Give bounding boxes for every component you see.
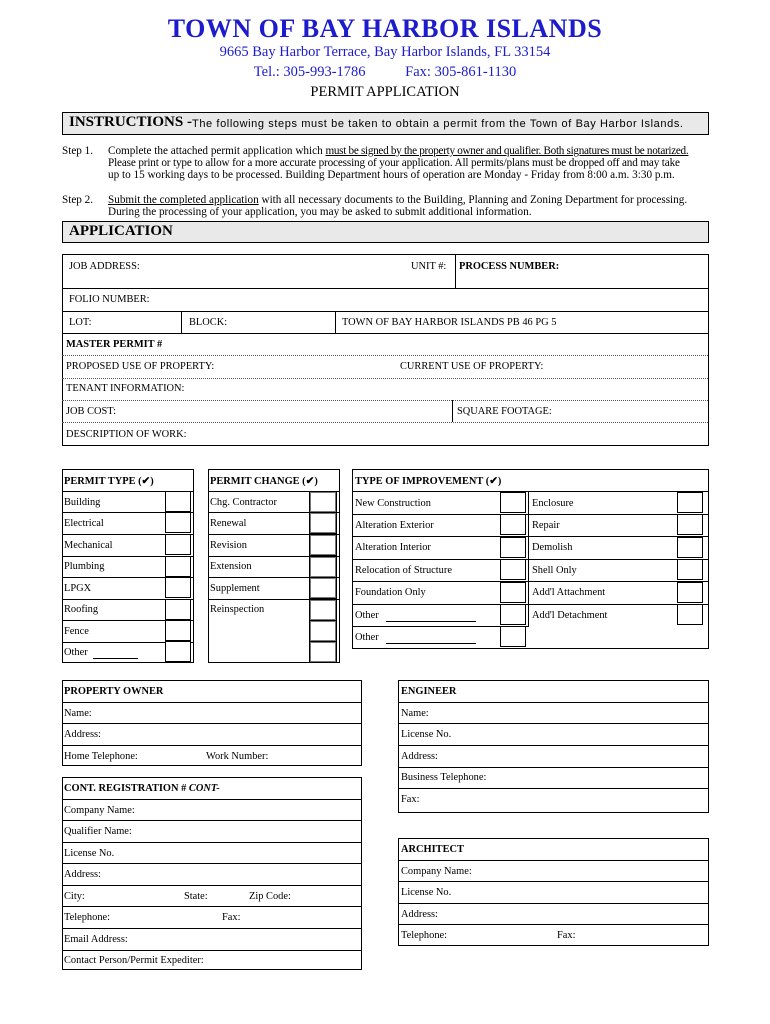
demolish-checkbox[interactable] bbox=[677, 537, 703, 558]
mechanical-checkbox[interactable] bbox=[165, 534, 191, 555]
enclosure-checkbox[interactable] bbox=[677, 492, 703, 513]
permit-change-item: Reinspection bbox=[210, 604, 265, 615]
step1-line1 bbox=[108, 146, 708, 158]
renewal-checkbox[interactable] bbox=[309, 512, 337, 534]
property-owner-heading: PROPERTY OWNER bbox=[64, 686, 164, 697]
other-improvement-checkbox-1[interactable] bbox=[500, 604, 526, 625]
step1-label: Step 1. bbox=[62, 145, 94, 157]
permit-change-item: Revision bbox=[210, 540, 247, 551]
application-heading: APPLICATION bbox=[69, 223, 173, 239]
owner-address-field[interactable]: Address: bbox=[64, 729, 101, 740]
unit-field[interactable]: UNIT #: bbox=[411, 261, 447, 272]
contractor-fax-field[interactable]: Fax: bbox=[222, 912, 241, 923]
improvement-item: Other bbox=[355, 610, 379, 621]
improvement-item: Add'l Attachment bbox=[532, 587, 606, 598]
extension-checkbox[interactable] bbox=[309, 556, 337, 578]
improvement-item: Enclosure bbox=[532, 498, 574, 509]
other-improvement-checkbox-2[interactable] bbox=[500, 626, 526, 647]
architect-company-field[interactable]: Company Name: bbox=[401, 866, 472, 877]
permit-change-heading: PERMIT CHANGE (✔) bbox=[210, 476, 318, 487]
electrical-checkbox[interactable] bbox=[165, 512, 191, 533]
contractor-heading bbox=[64, 783, 220, 794]
engineer-license-field[interactable]: License No. bbox=[401, 729, 452, 740]
addl-attachment-checkbox[interactable] bbox=[677, 582, 703, 603]
chg-contractor-checkbox[interactable] bbox=[309, 491, 337, 513]
job-address-field[interactable]: JOB ADDRESS: bbox=[69, 261, 140, 272]
engineer-business-telephone-field[interactable]: Business Telephone: bbox=[401, 772, 487, 783]
permit-type-item: Roofing bbox=[64, 604, 99, 615]
square-footage-field[interactable]: SQUARE FOOTAGE: bbox=[457, 406, 552, 417]
step1-text-a: Complete the attached permit application which bbox=[108, 145, 326, 157]
permit-change-item: Supplement bbox=[210, 583, 260, 594]
permit-change-item: Chg. Contractor bbox=[210, 497, 277, 508]
engineer-fax-field[interactable]: Fax: bbox=[401, 794, 420, 805]
contractor-license-field[interactable]: License No. bbox=[64, 848, 115, 859]
master-permit-field[interactable]: MASTER PERMIT # bbox=[66, 339, 163, 350]
improvement-item: Add'l Detachment bbox=[532, 610, 608, 621]
architect-fax-field[interactable]: Fax: bbox=[557, 930, 576, 941]
permit-type-heading: PERMIT TYPE (✔) bbox=[64, 476, 154, 487]
relocation-checkbox[interactable] bbox=[500, 559, 526, 580]
step2-label: Step 2. bbox=[62, 194, 94, 206]
town-title: TOWN OF BAY HARBOR ISLANDS bbox=[167, 14, 603, 43]
architect-telephone-field[interactable]: Telephone: bbox=[401, 930, 448, 941]
tenant-info-field[interactable]: TENANT INFORMATION: bbox=[66, 383, 185, 394]
building-checkbox[interactable] bbox=[165, 491, 191, 512]
contractor-heading-text: CONT. REGISTRATION # CONT- bbox=[64, 783, 220, 794]
permit-type-item: Fence bbox=[64, 626, 89, 637]
contact-person-field[interactable]: Contact Person/Permit Expediter: bbox=[64, 955, 204, 966]
instructions-bar bbox=[62, 112, 709, 135]
new-construction-checkbox[interactable] bbox=[500, 492, 526, 513]
step2-submit: Submit the completed application bbox=[108, 194, 259, 206]
fax: Fax: 305-861-1130 bbox=[405, 64, 517, 80]
qualifier-name-field[interactable]: Qualifier Name: bbox=[64, 826, 132, 837]
step2-line2: During the processing of your application, you may be asked to submit additional information. bbox=[108, 206, 532, 218]
step2-text-a: with all necessary documents to the Building, Planning and Zoning Department for processing. bbox=[258, 194, 688, 206]
improvement-item: Demolish bbox=[532, 542, 573, 553]
improvement-item: Alteration Interior bbox=[355, 542, 431, 553]
improvement-item: Relocation of Structure bbox=[355, 565, 452, 576]
company-name-field[interactable]: Company Name: bbox=[64, 805, 135, 816]
architect-heading: ARCHITECT bbox=[401, 844, 464, 855]
contractor-address-field[interactable]: Address: bbox=[64, 869, 101, 880]
improvement-heading: TYPE OF IMPROVEMENT (✔) bbox=[355, 476, 502, 487]
permit-type-item: Electrical bbox=[64, 518, 104, 529]
lpgx-checkbox[interactable] bbox=[165, 577, 191, 598]
permit-change-blank-checkbox-1[interactable] bbox=[309, 620, 337, 642]
state-field[interactable]: State: bbox=[184, 891, 208, 902]
application-form bbox=[62, 254, 709, 446]
engineer-name-field[interactable]: Name: bbox=[401, 708, 429, 719]
roofing-checkbox[interactable] bbox=[165, 599, 191, 620]
supplement-checkbox[interactable] bbox=[309, 577, 337, 599]
improvement-item: Foundation Only bbox=[355, 587, 426, 598]
owner-home-telephone-field[interactable]: Home Telephone: bbox=[64, 751, 138, 762]
improvement-item: Other bbox=[355, 632, 379, 643]
permit-type-item: LPGX bbox=[64, 583, 92, 594]
step1-line3: up to 15 working days to be processed. Building Department hours of operation are Monday - Friday from 8:00 a.m. 3:30 p.m. bbox=[108, 169, 675, 181]
page-title: PERMIT APPLICATION bbox=[310, 84, 460, 100]
instructions-heading: INSTRUCTIONS - bbox=[69, 114, 192, 130]
folio-number-field[interactable]: FOLIO NUMBER: bbox=[69, 294, 150, 305]
owner-name-field[interactable]: Name: bbox=[64, 708, 92, 719]
instructions-text: The following steps must be taken to obtain a permit from the Town of Bay Harbor Islands. bbox=[192, 118, 684, 130]
town-address: 9665 Bay Harbor Terrace, Bay Harbor Islands, FL 33154 bbox=[219, 44, 551, 60]
telephone: Tel.: 305-993-1786 bbox=[253, 64, 366, 80]
repair-checkbox[interactable] bbox=[677, 514, 703, 535]
step1-text-signed: must be signed by the property owner and qualifier. Both signatures must be notarized. bbox=[325, 145, 689, 157]
city-field[interactable]: City: bbox=[64, 891, 85, 902]
process-number-field[interactable]: PROCESS NUMBER: bbox=[459, 261, 560, 272]
engineer-address-field[interactable]: Address: bbox=[401, 751, 438, 762]
step2-line1 bbox=[108, 195, 687, 207]
addl-detachment-checkbox[interactable] bbox=[677, 604, 703, 625]
permit-type-item: Plumbing bbox=[64, 561, 105, 572]
job-cost-field[interactable]: JOB COST: bbox=[66, 406, 117, 417]
permit-type-item: Building bbox=[64, 497, 101, 508]
other-type-checkbox[interactable] bbox=[165, 641, 191, 662]
zip-code-field[interactable]: Zip Code: bbox=[249, 891, 291, 902]
permit-change-item: Renewal bbox=[210, 518, 247, 529]
alteration-interior-checkbox[interactable] bbox=[500, 537, 526, 558]
contractor-heading-prefix: CONT- bbox=[188, 783, 220, 794]
improvement-item: Alteration Exterior bbox=[355, 520, 434, 531]
permit-type-item: Other bbox=[64, 647, 88, 658]
proposed-use-field[interactable]: PROPOSED USE OF PROPERTY: bbox=[66, 361, 215, 372]
plumbing-checkbox[interactable] bbox=[165, 556, 191, 577]
lot-field[interactable]: LOT: bbox=[69, 317, 92, 328]
current-use-field[interactable]: CURRENT USE OF PROPERTY: bbox=[400, 361, 544, 372]
revision-checkbox[interactable] bbox=[309, 534, 337, 556]
permit-type-item: Mechanical bbox=[64, 540, 113, 551]
email-field[interactable]: Email Address: bbox=[64, 934, 128, 945]
contact-line bbox=[0, 64, 770, 81]
architect-license-field[interactable]: License No. bbox=[401, 887, 452, 898]
block-field[interactable]: BLOCK: bbox=[189, 317, 228, 328]
shell-only-checkbox[interactable] bbox=[677, 559, 703, 580]
improvement-item: Repair bbox=[532, 520, 560, 531]
permit-change-blank-checkbox-2[interactable] bbox=[309, 641, 337, 663]
contractor-telephone-field[interactable]: Telephone: bbox=[64, 912, 111, 923]
foundation-only-checkbox[interactable] bbox=[500, 582, 526, 603]
application-bar bbox=[62, 221, 709, 243]
alteration-exterior-checkbox[interactable] bbox=[500, 514, 526, 535]
engineer-section bbox=[398, 680, 709, 813]
reinspection-checkbox[interactable] bbox=[309, 599, 337, 621]
plat-reference: TOWN OF BAY HARBOR ISLANDS PB 46 PG 5 bbox=[342, 317, 557, 328]
owner-work-number-field[interactable]: Work Number: bbox=[206, 751, 269, 762]
fence-checkbox[interactable] bbox=[165, 620, 191, 641]
description-field[interactable]: DESCRIPTION OF WORK: bbox=[66, 429, 187, 440]
step1-line2: Please print or type to allow for a more accurate processing of your application. All permits/plans must be dropped off and may take bbox=[108, 157, 680, 169]
improvement-item: Shell Only bbox=[532, 565, 577, 576]
permit-change-item: Extension bbox=[210, 561, 252, 572]
improvement-item: New Construction bbox=[355, 498, 431, 509]
engineer-heading: ENGINEER bbox=[401, 686, 457, 697]
architect-address-field[interactable]: Address: bbox=[401, 909, 438, 920]
